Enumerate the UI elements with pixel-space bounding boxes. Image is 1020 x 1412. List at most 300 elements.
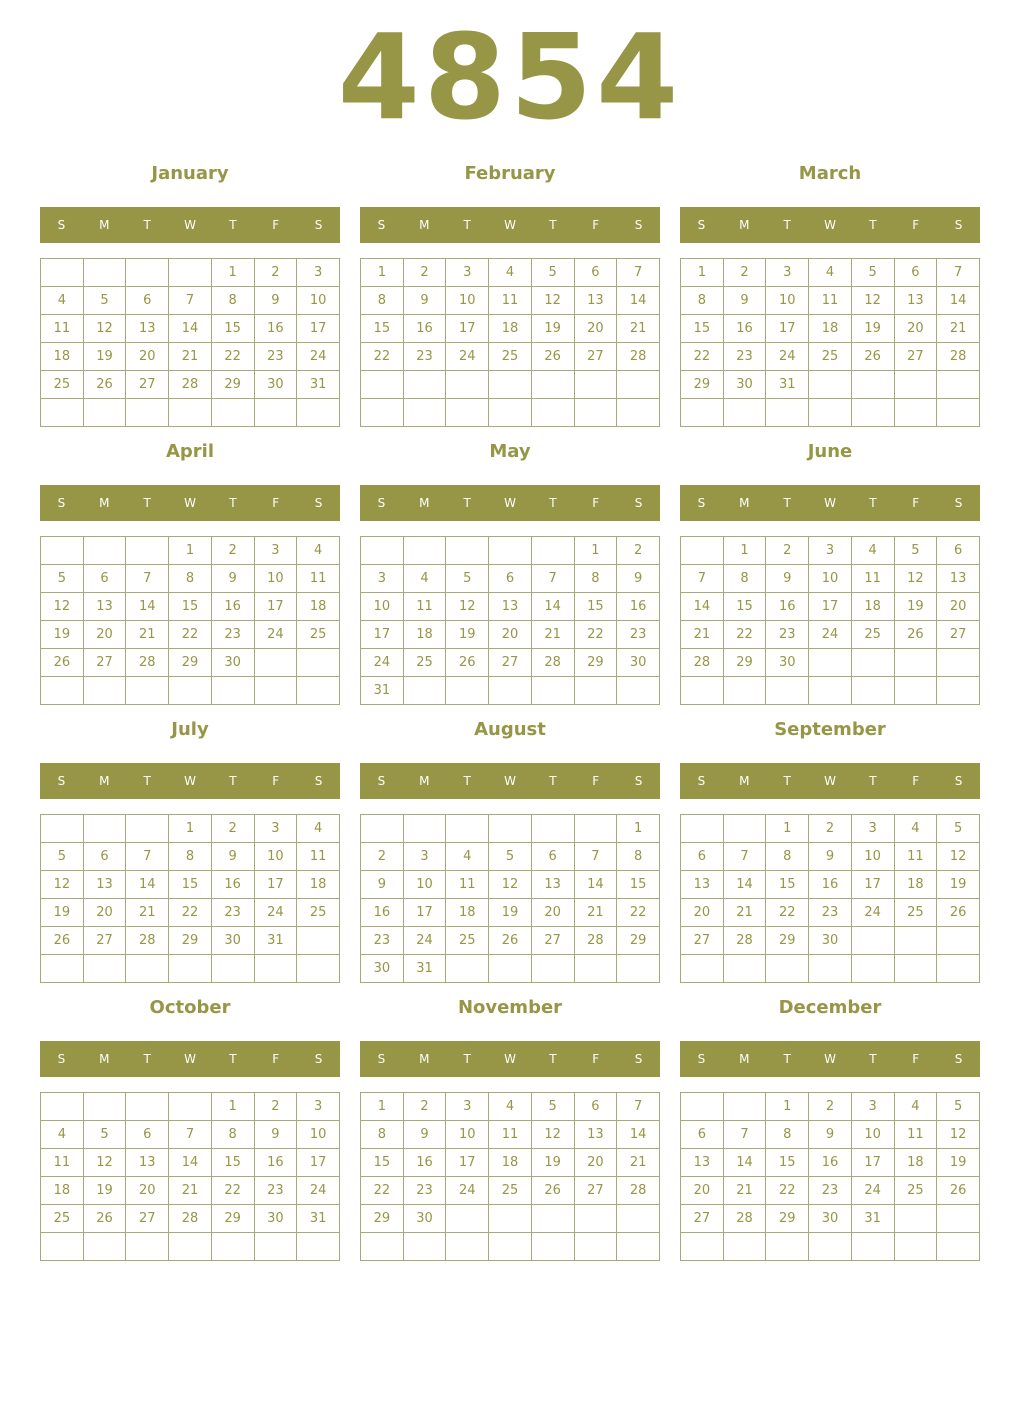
day-cell: 3 xyxy=(766,259,809,287)
day-cell: 26 xyxy=(41,927,84,955)
day-cell: 4 xyxy=(851,537,894,565)
day-cell xyxy=(41,955,84,983)
day-cell: 30 xyxy=(254,1205,297,1233)
weekday-label: T xyxy=(783,774,791,788)
weekday-label: S xyxy=(634,774,643,788)
day-cell: 30 xyxy=(211,927,254,955)
day-cell xyxy=(211,399,254,427)
day-cell xyxy=(531,955,574,983)
month-name: October xyxy=(149,997,231,1018)
weekday-label: S xyxy=(634,218,643,232)
day-cell xyxy=(83,537,126,565)
day-cell xyxy=(489,537,532,565)
day-cell: 25 xyxy=(489,1177,532,1205)
day-cell: 29 xyxy=(681,371,724,399)
day-cell: 9 xyxy=(254,287,297,315)
day-cell xyxy=(723,955,766,983)
week-row xyxy=(361,955,660,983)
day-cell: 26 xyxy=(489,927,532,955)
day-cell: 4 xyxy=(489,259,532,287)
day-cell: 29 xyxy=(169,649,212,677)
day-cell: 19 xyxy=(41,899,84,927)
day-cell: 14 xyxy=(126,871,169,899)
day-cell: 11 xyxy=(894,843,937,871)
day-cell xyxy=(851,677,894,705)
day-cell: 13 xyxy=(83,871,126,899)
day-cell: 4 xyxy=(403,565,446,593)
weekday-label: T xyxy=(549,774,557,788)
day-cell: 15 xyxy=(617,871,660,899)
day-cell: 21 xyxy=(574,899,617,927)
day-cell xyxy=(126,815,169,843)
day-cell: 19 xyxy=(937,871,980,899)
day-cell: 13 xyxy=(83,593,126,621)
day-cell xyxy=(83,1093,126,1121)
weekday-label: W xyxy=(824,496,836,510)
day-cell: 12 xyxy=(489,871,532,899)
day-cell: 17 xyxy=(851,871,894,899)
day-cell: 17 xyxy=(851,1149,894,1177)
weekday-label: M xyxy=(419,218,430,232)
day-cell: 18 xyxy=(403,621,446,649)
weekday-label: T xyxy=(229,774,237,788)
day-cell xyxy=(681,537,724,565)
day-cell: 15 xyxy=(211,315,254,343)
day-cell: 6 xyxy=(574,1093,617,1121)
day-table xyxy=(680,258,980,427)
day-cell xyxy=(894,371,937,399)
day-cell: 22 xyxy=(169,621,212,649)
weekday-label: S xyxy=(314,774,323,788)
day-cell: 17 xyxy=(403,899,446,927)
month-july xyxy=(40,711,340,980)
day-cell xyxy=(851,399,894,427)
day-cell xyxy=(126,677,169,705)
weekday-label: M xyxy=(419,1052,430,1066)
day-cell: 4 xyxy=(894,1093,937,1121)
day-cell: 6 xyxy=(126,287,169,315)
week-row xyxy=(361,343,660,371)
day-cell: 19 xyxy=(937,1149,980,1177)
day-cell: 23 xyxy=(211,621,254,649)
weekday-header xyxy=(360,485,660,521)
day-cell xyxy=(809,1233,852,1261)
day-cell: 15 xyxy=(574,593,617,621)
weekday-label: F xyxy=(592,496,600,510)
day-cell: 21 xyxy=(681,621,724,649)
week-row xyxy=(41,815,340,843)
day-table xyxy=(40,536,340,705)
day-cell: 22 xyxy=(723,621,766,649)
day-cell: 6 xyxy=(681,1121,724,1149)
day-cell: 1 xyxy=(361,259,404,287)
week-row xyxy=(41,371,340,399)
day-cell: 25 xyxy=(41,1205,84,1233)
day-cell xyxy=(766,955,809,983)
weekday-label: S xyxy=(954,218,963,232)
day-cell: 6 xyxy=(531,843,574,871)
day-cell xyxy=(937,927,980,955)
day-cell: 10 xyxy=(851,843,894,871)
weekday-label: S xyxy=(697,1052,706,1066)
day-cell: 28 xyxy=(617,343,660,371)
day-cell: 10 xyxy=(361,593,404,621)
day-cell: 25 xyxy=(446,927,489,955)
weekday-label: T xyxy=(463,1052,471,1066)
day-cell xyxy=(211,955,254,983)
day-cell: 1 xyxy=(617,815,660,843)
day-cell: 21 xyxy=(169,343,212,371)
weekday-label: S xyxy=(314,1052,323,1066)
day-cell: 16 xyxy=(403,315,446,343)
day-cell xyxy=(446,399,489,427)
day-cell: 20 xyxy=(489,621,532,649)
day-cell xyxy=(574,677,617,705)
day-cell xyxy=(617,399,660,427)
day-cell: 25 xyxy=(489,343,532,371)
day-table xyxy=(360,536,660,705)
day-cell: 16 xyxy=(809,871,852,899)
day-cell: 21 xyxy=(723,899,766,927)
day-cell xyxy=(254,1233,297,1261)
day-cell: 7 xyxy=(126,565,169,593)
day-cell: 11 xyxy=(809,287,852,315)
day-cell: 14 xyxy=(169,315,212,343)
day-cell xyxy=(211,677,254,705)
day-cell: 11 xyxy=(41,315,84,343)
day-cell xyxy=(681,399,724,427)
day-cell: 18 xyxy=(489,315,532,343)
day-cell xyxy=(446,371,489,399)
day-cell: 27 xyxy=(126,371,169,399)
day-cell xyxy=(169,259,212,287)
weekday-label: T xyxy=(869,496,877,510)
day-cell: 11 xyxy=(297,843,340,871)
day-cell: 1 xyxy=(766,1093,809,1121)
month-name: September xyxy=(774,719,886,740)
week-row xyxy=(41,315,340,343)
day-cell xyxy=(83,955,126,983)
day-cell xyxy=(809,677,852,705)
day-cell: 3 xyxy=(809,537,852,565)
day-cell xyxy=(937,371,980,399)
week-row xyxy=(41,593,340,621)
week-row xyxy=(361,1233,660,1261)
day-cell xyxy=(531,371,574,399)
week-row xyxy=(361,259,660,287)
day-cell: 8 xyxy=(169,843,212,871)
weekday-label: T xyxy=(229,218,237,232)
day-cell xyxy=(531,815,574,843)
day-cell: 8 xyxy=(766,843,809,871)
week-row xyxy=(361,1121,660,1149)
day-cell: 13 xyxy=(894,287,937,315)
day-cell: 26 xyxy=(531,343,574,371)
weekday-label: M xyxy=(739,218,750,232)
day-cell: 17 xyxy=(254,871,297,899)
day-cell: 17 xyxy=(446,1149,489,1177)
day-cell xyxy=(403,537,446,565)
weekday-label: T xyxy=(869,218,877,232)
day-cell: 28 xyxy=(126,927,169,955)
day-cell xyxy=(809,649,852,677)
day-cell: 11 xyxy=(489,287,532,315)
day-cell: 1 xyxy=(766,815,809,843)
day-cell: 17 xyxy=(766,315,809,343)
day-cell: 12 xyxy=(41,871,84,899)
weekday-label: F xyxy=(272,774,280,788)
day-cell: 7 xyxy=(937,259,980,287)
day-table xyxy=(360,1092,660,1261)
day-cell xyxy=(723,677,766,705)
weekday-label: T xyxy=(463,496,471,510)
weekday-label: F xyxy=(272,1052,280,1066)
day-cell: 24 xyxy=(446,1177,489,1205)
day-cell: 30 xyxy=(809,927,852,955)
weekday-label: T xyxy=(869,774,877,788)
day-cell: 9 xyxy=(766,565,809,593)
week-row xyxy=(41,1093,340,1121)
day-cell: 16 xyxy=(211,871,254,899)
day-cell: 5 xyxy=(446,565,489,593)
weekday-label: F xyxy=(912,218,920,232)
day-cell xyxy=(937,1205,980,1233)
day-cell: 25 xyxy=(41,371,84,399)
week-row xyxy=(361,927,660,955)
day-cell: 26 xyxy=(937,1177,980,1205)
day-cell xyxy=(617,1205,660,1233)
weekday-header xyxy=(360,763,660,799)
day-cell: 17 xyxy=(446,315,489,343)
day-cell xyxy=(297,927,340,955)
weekday-label: M xyxy=(99,1052,110,1066)
day-cell: 29 xyxy=(723,649,766,677)
day-cell: 30 xyxy=(254,371,297,399)
weekday-label: S xyxy=(377,218,386,232)
day-cell xyxy=(446,815,489,843)
day-cell: 27 xyxy=(574,1177,617,1205)
day-cell: 5 xyxy=(851,259,894,287)
day-cell xyxy=(723,1093,766,1121)
day-cell: 3 xyxy=(851,815,894,843)
day-cell: 4 xyxy=(489,1093,532,1121)
day-table xyxy=(680,536,980,705)
day-cell: 7 xyxy=(531,565,574,593)
day-cell: 24 xyxy=(361,649,404,677)
day-cell: 31 xyxy=(403,955,446,983)
weekday-label: S xyxy=(954,774,963,788)
day-cell: 5 xyxy=(83,1121,126,1149)
day-cell xyxy=(531,537,574,565)
day-cell: 17 xyxy=(254,593,297,621)
day-cell: 2 xyxy=(211,537,254,565)
weekday-label: T xyxy=(549,218,557,232)
day-cell: 20 xyxy=(83,621,126,649)
day-cell: 31 xyxy=(254,927,297,955)
day-cell: 6 xyxy=(83,843,126,871)
week-row xyxy=(361,565,660,593)
day-cell: 23 xyxy=(211,899,254,927)
month-name: June xyxy=(807,441,853,462)
day-cell xyxy=(489,1233,532,1261)
day-cell: 14 xyxy=(937,287,980,315)
day-cell xyxy=(254,677,297,705)
day-cell: 1 xyxy=(723,537,766,565)
day-cell xyxy=(937,1233,980,1261)
day-cell xyxy=(169,677,212,705)
day-cell: 21 xyxy=(937,315,980,343)
month-name: July xyxy=(171,719,209,740)
day-cell: 15 xyxy=(211,1149,254,1177)
day-cell: 23 xyxy=(809,1177,852,1205)
day-cell xyxy=(851,927,894,955)
weekday-header xyxy=(680,485,980,521)
day-cell: 13 xyxy=(681,1149,724,1177)
day-cell: 30 xyxy=(403,1205,446,1233)
day-cell xyxy=(937,677,980,705)
day-cell xyxy=(766,677,809,705)
day-cell xyxy=(126,955,169,983)
weekday-label: S xyxy=(314,218,323,232)
day-cell xyxy=(297,649,340,677)
day-cell: 21 xyxy=(169,1177,212,1205)
day-cell: 10 xyxy=(446,1121,489,1149)
day-cell: 13 xyxy=(574,1121,617,1149)
day-cell xyxy=(851,1233,894,1261)
week-row xyxy=(41,399,340,427)
month-december xyxy=(680,989,980,1258)
week-row xyxy=(41,1177,340,1205)
day-cell: 10 xyxy=(297,1121,340,1149)
day-cell: 31 xyxy=(766,371,809,399)
weekday-label: W xyxy=(824,1052,836,1066)
day-cell: 18 xyxy=(41,1177,84,1205)
day-cell xyxy=(574,1205,617,1233)
day-cell: 31 xyxy=(361,677,404,705)
day-cell: 17 xyxy=(297,1149,340,1177)
day-cell: 5 xyxy=(41,843,84,871)
day-cell: 10 xyxy=(297,287,340,315)
day-cell: 30 xyxy=(617,649,660,677)
month-name: January xyxy=(151,163,229,184)
week-row xyxy=(361,815,660,843)
day-cell xyxy=(361,399,404,427)
weekday-label: T xyxy=(143,496,151,510)
day-cell xyxy=(851,955,894,983)
weekday-label: F xyxy=(912,496,920,510)
day-table xyxy=(680,1092,980,1261)
month-name: February xyxy=(464,163,556,184)
day-cell: 18 xyxy=(851,593,894,621)
day-cell: 2 xyxy=(211,815,254,843)
day-cell xyxy=(83,1233,126,1261)
day-cell: 21 xyxy=(723,1177,766,1205)
day-cell xyxy=(894,1205,937,1233)
weekday-label: T xyxy=(229,496,237,510)
day-cell: 19 xyxy=(531,315,574,343)
day-cell xyxy=(681,677,724,705)
day-cell: 10 xyxy=(766,287,809,315)
day-cell: 14 xyxy=(681,593,724,621)
weekday-label: S xyxy=(697,496,706,510)
day-cell xyxy=(809,399,852,427)
day-table xyxy=(40,814,340,983)
day-cell: 30 xyxy=(809,1205,852,1233)
day-cell xyxy=(403,1233,446,1261)
week-row xyxy=(681,815,980,843)
day-cell: 12 xyxy=(41,593,84,621)
day-cell: 20 xyxy=(126,1177,169,1205)
day-cell: 22 xyxy=(617,899,660,927)
weekday-label: W xyxy=(504,774,516,788)
day-cell: 28 xyxy=(617,1177,660,1205)
weekday-label: F xyxy=(912,774,920,788)
day-cell xyxy=(403,399,446,427)
day-cell xyxy=(297,399,340,427)
day-cell: 15 xyxy=(766,1149,809,1177)
week-row xyxy=(41,871,340,899)
day-cell: 6 xyxy=(937,537,980,565)
day-cell xyxy=(41,399,84,427)
day-cell xyxy=(937,955,980,983)
day-cell: 2 xyxy=(766,537,809,565)
day-cell: 28 xyxy=(681,649,724,677)
week-row xyxy=(681,287,980,315)
weekday-label: M xyxy=(739,774,750,788)
month-october xyxy=(40,989,340,1258)
day-cell: 7 xyxy=(574,843,617,871)
day-cell xyxy=(531,399,574,427)
day-cell: 7 xyxy=(126,843,169,871)
month-may xyxy=(360,433,660,702)
weekday-label: T xyxy=(783,496,791,510)
day-cell: 20 xyxy=(681,1177,724,1205)
day-cell: 20 xyxy=(574,315,617,343)
day-cell xyxy=(403,677,446,705)
day-cell: 2 xyxy=(254,259,297,287)
day-cell: 16 xyxy=(809,1149,852,1177)
week-row xyxy=(681,1149,980,1177)
day-cell xyxy=(574,1233,617,1261)
day-cell: 26 xyxy=(531,1177,574,1205)
day-cell xyxy=(489,815,532,843)
month-april xyxy=(40,433,340,702)
day-cell: 8 xyxy=(169,565,212,593)
weekday-label: F xyxy=(592,774,600,788)
day-cell: 28 xyxy=(169,371,212,399)
day-cell xyxy=(574,371,617,399)
day-cell xyxy=(126,1093,169,1121)
day-cell: 9 xyxy=(403,287,446,315)
day-cell: 29 xyxy=(169,927,212,955)
day-cell: 19 xyxy=(83,343,126,371)
day-cell: 9 xyxy=(211,565,254,593)
week-row xyxy=(41,565,340,593)
weekday-label: W xyxy=(504,1052,516,1066)
day-cell xyxy=(41,259,84,287)
weekday-label: M xyxy=(739,1052,750,1066)
day-cell: 13 xyxy=(489,593,532,621)
day-cell xyxy=(766,1233,809,1261)
day-cell: 2 xyxy=(254,1093,297,1121)
day-cell xyxy=(723,815,766,843)
day-cell: 29 xyxy=(211,1205,254,1233)
day-cell xyxy=(83,677,126,705)
day-cell: 22 xyxy=(574,621,617,649)
day-cell: 8 xyxy=(361,1121,404,1149)
day-cell: 21 xyxy=(617,1149,660,1177)
day-cell: 21 xyxy=(126,621,169,649)
